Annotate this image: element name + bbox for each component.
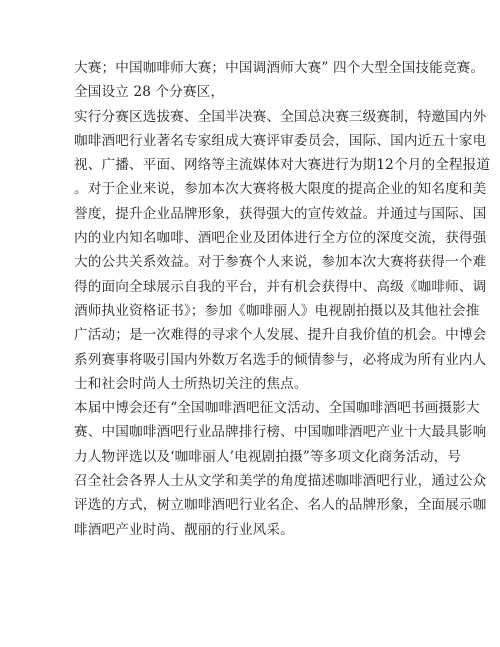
text-line: 系列赛事将吸引国内外数万名选手的倾情参与，必将成为所有业内人: [74, 351, 487, 368]
text-line: 内的业内知名咖啡、酒吧企业及团体进行全方位的深度交流，获得强: [74, 230, 487, 247]
text-line: 全国设立 28 个分赛区，: [74, 84, 225, 101]
document-body: [74, 56, 491, 542]
text-line: 酒师执业资格证书》；参加《咖啡丽人》电视剧拍摄以及其他社会推: [74, 302, 480, 319]
text-line: 实行分赛区选拔赛、全国半决赛、全国总决赛三级赛制，特邀国内外: [74, 108, 487, 125]
text-line: 召全社会各界人士从文学和美学的角度描述咖啡酒吧行业，通过公众: [74, 473, 487, 490]
text-line: 本届中博会还有“全国咖啡酒吧征文活动、全国咖啡酒吧书画摄影大: [74, 400, 480, 417]
paragraph-1: [74, 56, 485, 105]
text-line: 大的公共关系效益。对于参赛个人来说，参加本次大赛将获得一个难: [74, 254, 487, 271]
text-line: 大赛；中国咖啡师大赛；中国调酒师大赛” 四个大型全国技能竞赛。: [74, 60, 485, 76]
text-line: 视、广播、平面、网络等主流媒体对大赛进行为期12个月的全程报道: [74, 157, 491, 174]
text-line: 啡酒吧产业时尚、靓丽的行业风采。: [74, 521, 294, 538]
text-line: 评选的方式，树立咖啡酒吧行业名企、名人的品牌形象，全面展示咖: [74, 497, 487, 514]
text-line: 誉度，提升企业品牌形象，获得强大的宣传效益。并通过与国际、国: [74, 205, 487, 222]
text-line: 。对于企业来说，参加本次大赛将极大限度的提高企业的知名度和美: [74, 181, 487, 198]
paragraph-3: [74, 396, 487, 542]
text-line: 得的面向全球展示自我的平台，并有机会获得中、高级《咖啡师、调: [74, 278, 487, 295]
text-line: 广活动；是一次难得的寻求个人发展、提升自我价值的机会。中博会: [74, 327, 487, 344]
text-line: 士和社会时尚人士所热切关注的焦点。: [74, 375, 308, 392]
text-line: 力人物评选以及‘咖啡丽人’电视剧拍摄”等多项文化商务活动，号: [74, 448, 462, 465]
text-line: 咖啡酒吧行业著名专家组成大赛评审委员会，国际、国内近五十家电: [74, 132, 487, 149]
paragraph-2: [74, 105, 491, 397]
text-line: 赛、中国咖啡酒吧行业品牌排行榜、中国咖啡酒吧产业十大最具影响: [74, 424, 487, 441]
